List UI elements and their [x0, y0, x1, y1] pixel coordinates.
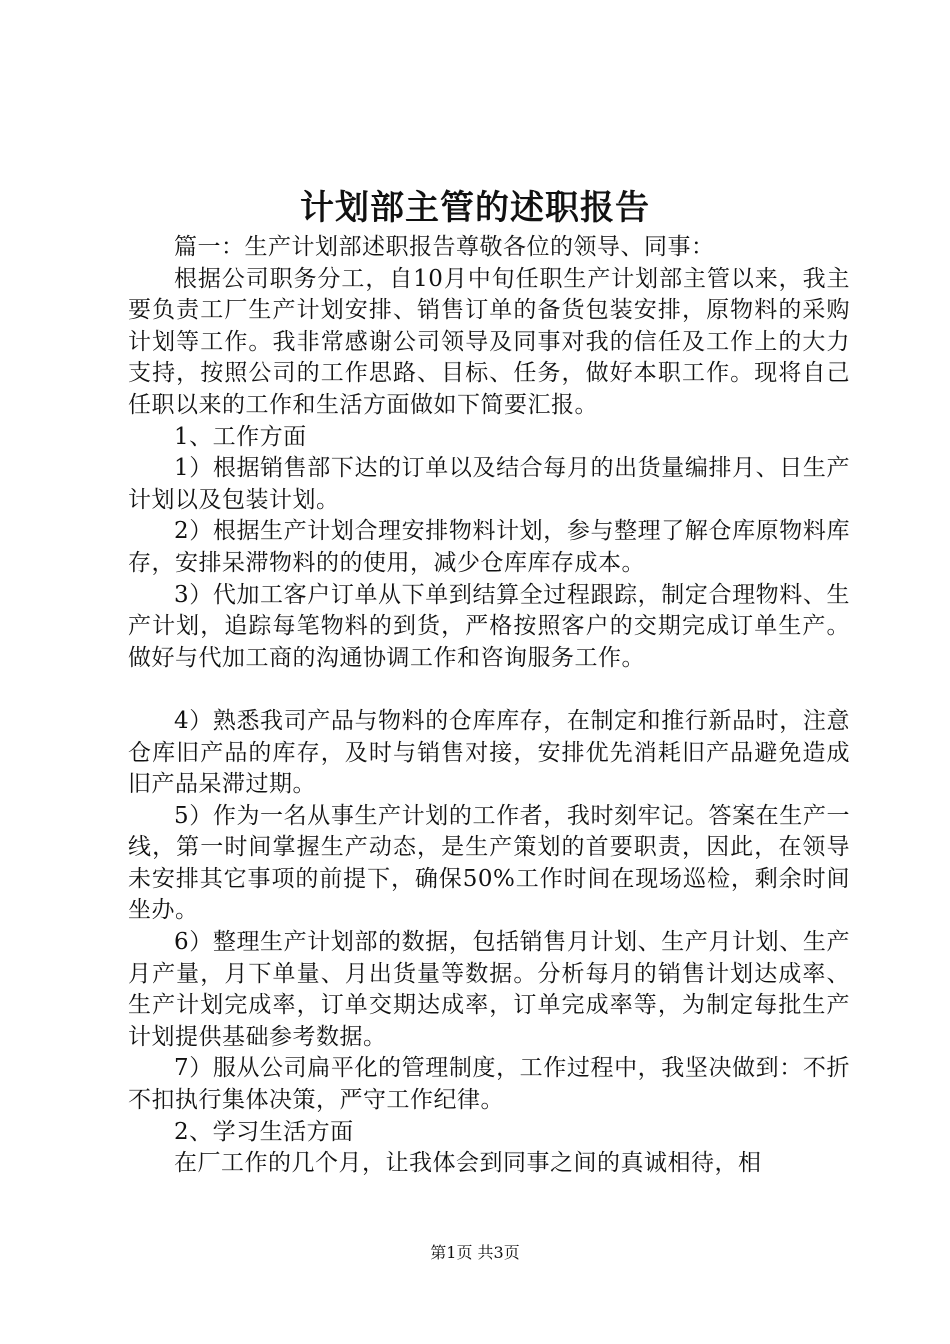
- paragraph-work-item-4: 4）熟悉我司产品与物料的仓库库存，在制定和推行新品时，注意仓库旧产品的库存，及时与销售对接，安排优先消耗旧产品避免造成旧产品呆滞过期。: [128, 707, 850, 798]
- section-heading-work: 1、工作方面: [174, 423, 307, 450]
- paragraph-life: 在厂工作的几个月，让我体会到同事之间的真诚相待，相: [174, 1150, 762, 1177]
- blank-line: [128, 674, 850, 706]
- paragraph-summary: 根据公司职务分工，自10月中旬任职生产计划部主管以来，我主要负责工厂生产计划安排、销售订单的备货包装安排，原物料的采购计划等工作。我非常感谢公司领导及同事对我的信任及工作上的大力支持，按照公司的工作思路、目标、任务，做好本职工作。现将自己任职以来的工作和生活方面做如下简要汇报。: [128, 265, 850, 418]
- paragraph-work-item-6: 6）整理生产计划部的数据，包括销售月计划、生产月计划、生产月产量，月下单量、月出货量等数据。分析每月的销售计划达成率、生产计划完成率，订单交期达成率，订单完成率等，为制定每批生产计划提供基础参考数据。: [128, 929, 850, 1050]
- paragraph-work-item-7: 7）服从公司扁平化的管理制度，工作过程中，我坚决做到：不折不扣执行集体决策，严守工作纪律。: [128, 1055, 850, 1114]
- section-heading-life: 2、学习生活方面: [174, 1118, 354, 1145]
- page-number-footer: 第1页 共3页: [430, 1243, 520, 1262]
- paragraph-work-item-2: 2）根据生产计划合理安排物料计划，参与整理了解仓库原物料库存，安排呆滞物料的的使用，减少仓库库存成本。: [128, 518, 850, 576]
- document-body: [128, 232, 850, 1180]
- paragraph-work-item-1: 1）根据销售部下达的订单以及结合每月的出货量编排月、日生产计划以及包装计划。: [128, 455, 850, 513]
- paragraph-work-item-3: 3）代加工客户订单从下单到结算全过程跟踪，制定合理物料、生产计划，追踪每笔物料的到货，严格按照客户的交期完成订单生产。做好与代加工商的沟通协调工作和咨询服务工作。: [128, 581, 850, 671]
- paragraph-intro: 篇一：生产计划部述职报告尊敬各位的领导、同事：: [174, 234, 715, 260]
- document-title: 计划部主管的述职报告: [300, 188, 650, 228]
- paragraph-work-item-5: 5）作为一名从事生产计划的工作者，我时刻牢记。答案在生产一线，第一时间掌握生产动态，是生产策划的首要职责，因此，在领导未安排其它事项的前提下，确保50%工作时间在现场巡检，剩余时间坐办。: [128, 802, 850, 924]
